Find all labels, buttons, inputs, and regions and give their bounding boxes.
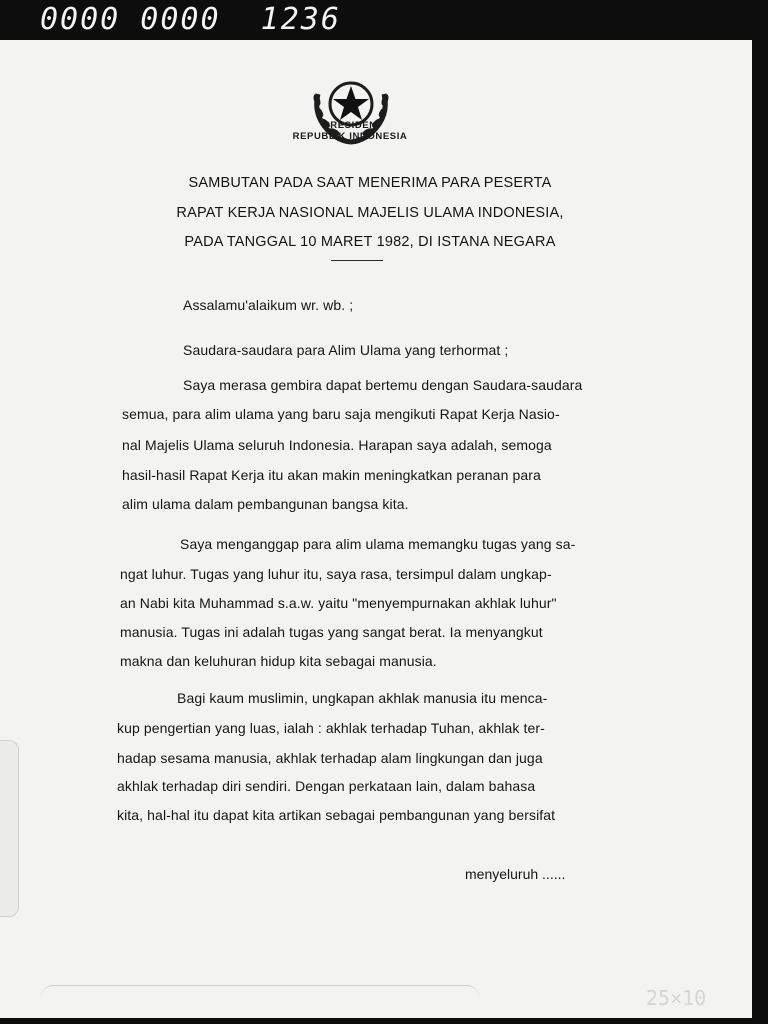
film-edge-mark (40, 985, 480, 1016)
paragraph-2-line: Saya menganggap para alim ulama memangku tugas yang sa- (180, 536, 576, 552)
document-page (0, 40, 752, 1018)
title-underline (331, 260, 383, 261)
paragraph-3-line: kita, hal-hal itu dapat kita artikan sebagai pembangunan yang bersifat (117, 807, 556, 823)
paragraph-1-line: hasil-hasil Rapat Kerja itu akan makin meningkatkan peranan para (122, 467, 541, 483)
paragraph-3-line: Bagi kaum muslimin, ungkapan akhlak manusia itu menca- (177, 690, 548, 706)
microfilm-frame-code: 0000 0000 1236 (40, 2, 341, 37)
page-edge-tab (0, 740, 19, 917)
letterhead-republic: REPUBLIK INDONESIA (292, 131, 408, 142)
paragraph-2-line: makna dan keluhuran hidup kita sebagai manusia. (120, 653, 437, 669)
paragraph-1-line: semua, para alim ulama yang baru saja mengikuti Rapat Kerja Nasio- (122, 406, 560, 422)
greeting: Assalamu'alaikum wr. wb. ; (183, 297, 354, 313)
paragraph-3-line: hadap sesama manusia, akhlak terhadap alam lingkungan dan juga (117, 750, 543, 766)
film-reduction-mark: 25×10 (646, 986, 707, 1010)
paragraph-2-line: ngat luhur. Tugas yang luhur itu, saya rasa, tersimpul dalam ungkap- (120, 566, 552, 582)
paragraph-3-line: kup pengertian yang luas, ialah : akhlak terhadap Tuhan, akhlak ter- (117, 720, 545, 736)
paragraph-2-line: an Nabi kita Muhammad s.a.w. yaitu "menyempurnakan akhlak luhur" (120, 595, 557, 611)
document-title-line-2: RAPAT KERJA NASIONAL MAJELIS ULAMA INDONESIA, (176, 205, 564, 221)
salutation: Saudara-saudara para Alim Ulama yang terhormat ; (183, 342, 509, 358)
letterhead-president: PRESIDEN (323, 120, 377, 131)
continuation-catchword: menyeluruh ...... (465, 866, 566, 882)
document-title-line-3: PADA TANGGAL 10 MARET 1982, DI ISTANA NEGARA (184, 234, 556, 250)
paragraph-1-line: Saya merasa gembira dapat bertemu dengan Saudara-saudara (183, 377, 583, 393)
document-title-line-1: SAMBUTAN PADA SAAT MENERIMA PARA PESERTA (188, 175, 552, 191)
paragraph-1-line: nal Majelis Ulama seluruh Indonesia. Harapan saya adalah, semoga (122, 437, 552, 453)
paragraph-3-line: akhlak terhadap diri sendiri. Dengan perkataan lain, dalam bahasa (117, 778, 536, 794)
paragraph-2-line: manusia. Tugas ini adalah tugas yang sangat berat. Ia menyangkut (120, 624, 543, 640)
paragraph-1-line: alim ulama dalam pembangunan bangsa kita. (122, 496, 409, 512)
